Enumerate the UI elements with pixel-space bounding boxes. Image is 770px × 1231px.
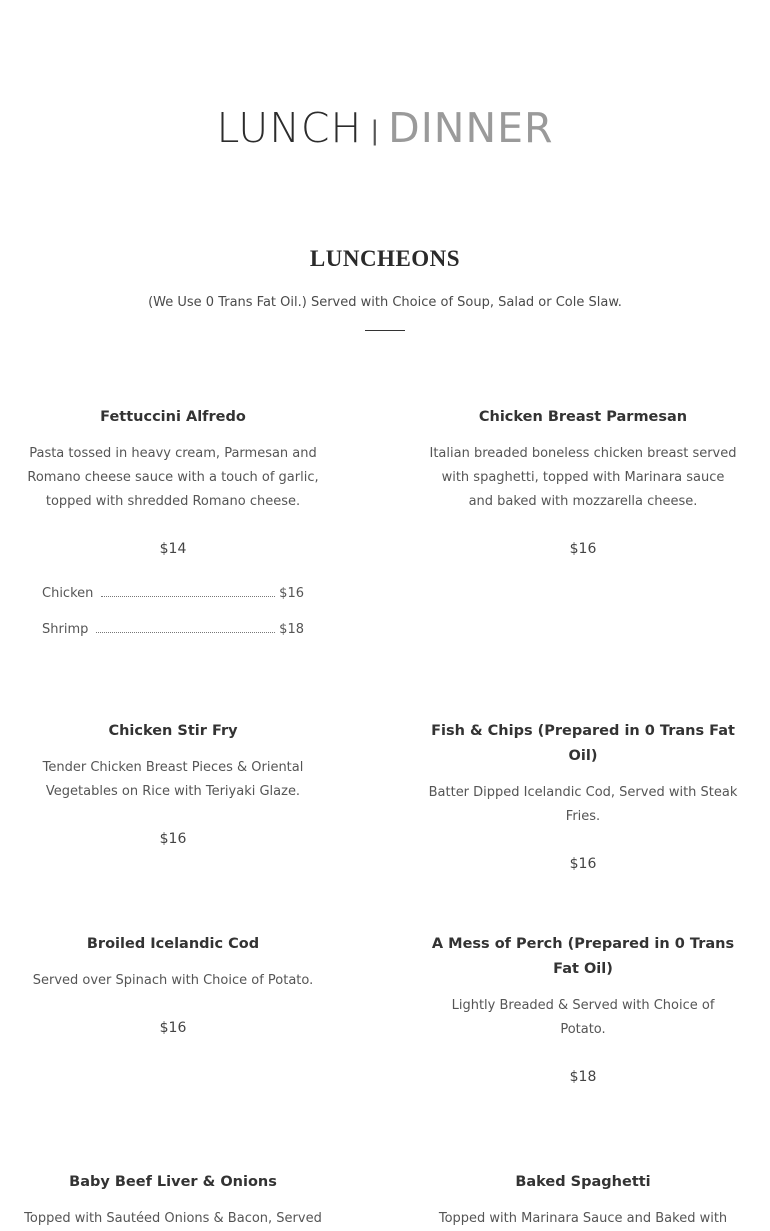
item-price: $16 bbox=[159, 1020, 187, 1036]
item-description: Topped with Sautéed Onions & Bacon, Served bbox=[24, 1211, 322, 1226]
item-name: A Mess of Perch (Prepared in 0 Trans Fat Oil) bbox=[431, 936, 735, 977]
addon-price: $16 bbox=[279, 586, 304, 601]
item-name: Broiled Icelandic Cod bbox=[86, 936, 260, 952]
menu-item-beef-liver bbox=[18, 1170, 328, 1231]
addon-label: Shrimp bbox=[42, 622, 89, 637]
item-price: $16 bbox=[159, 831, 187, 847]
section-subtitle: (We Use 0 Trans Fat Oil.) Served with Choice of Soup, Salad or Cole Slaw. bbox=[148, 295, 622, 310]
menu-item-chicken-parmesan bbox=[428, 405, 738, 559]
menu-header bbox=[0, 104, 770, 155]
addon-row-chicken bbox=[42, 586, 304, 601]
item-description: Italian breaded boneless chicken breast served with spaghetti, topped with Marinara sauce and baked with mozzarella cheese. bbox=[429, 446, 737, 509]
item-price: $16 bbox=[569, 541, 597, 557]
header-separator: | bbox=[370, 116, 381, 146]
menu-item-baked-spaghetti bbox=[428, 1170, 738, 1231]
item-name: Baby Beef Liver & Onions bbox=[69, 1174, 277, 1190]
menu-item-perch bbox=[428, 932, 738, 1087]
menu-item-chicken-stir-fry bbox=[18, 719, 328, 849]
item-description: Tender Chicken Breast Pieces & Oriental Vegetables on Rice with Teriyaki Glaze. bbox=[42, 760, 304, 799]
menu-item-fettuccini bbox=[18, 405, 328, 559]
addon-price: $18 bbox=[279, 622, 304, 637]
item-price: $18 bbox=[569, 1069, 597, 1085]
item-price: $16 bbox=[569, 856, 597, 872]
item-description: Served over Spinach with Choice of Potato. bbox=[32, 973, 314, 988]
tab-dinner[interactable]: DINNER bbox=[388, 104, 554, 152]
section-divider bbox=[365, 330, 405, 331]
menu-item-fish-chips bbox=[428, 719, 738, 874]
addon-label: Chicken bbox=[42, 586, 94, 601]
dot-leader bbox=[96, 631, 275, 633]
item-description: Lightly Breaded & Served with Choice of Potato. bbox=[451, 998, 715, 1037]
item-name: Fish & Chips (Prepared in 0 Trans Fat Oil) bbox=[431, 723, 735, 764]
item-name: Baked Spaghetti bbox=[515, 1174, 651, 1190]
item-description: Batter Dipped Icelandic Cod, Served with Steak Fries. bbox=[428, 785, 738, 824]
item-name: Chicken Breast Parmesan bbox=[478, 409, 688, 425]
tab-lunch[interactable]: LUNCH bbox=[216, 104, 363, 152]
item-description: Topped with Marinara Sauce and Baked with bbox=[438, 1211, 728, 1226]
addon-row-shrimp bbox=[42, 622, 304, 637]
section-title: LUNCHEONS bbox=[309, 246, 461, 271]
menu-item-broiled-cod bbox=[18, 932, 328, 1038]
item-name: Fettuccini Alfredo bbox=[100, 409, 246, 425]
item-price: $14 bbox=[159, 541, 187, 557]
dot-leader bbox=[101, 595, 275, 597]
item-name: Chicken Stir Fry bbox=[108, 723, 238, 739]
item-description: Pasta tossed in heavy cream, Parmesan and Romano cheese sauce with a touch of garlic, topped with shredded Romano cheese. bbox=[27, 446, 319, 509]
